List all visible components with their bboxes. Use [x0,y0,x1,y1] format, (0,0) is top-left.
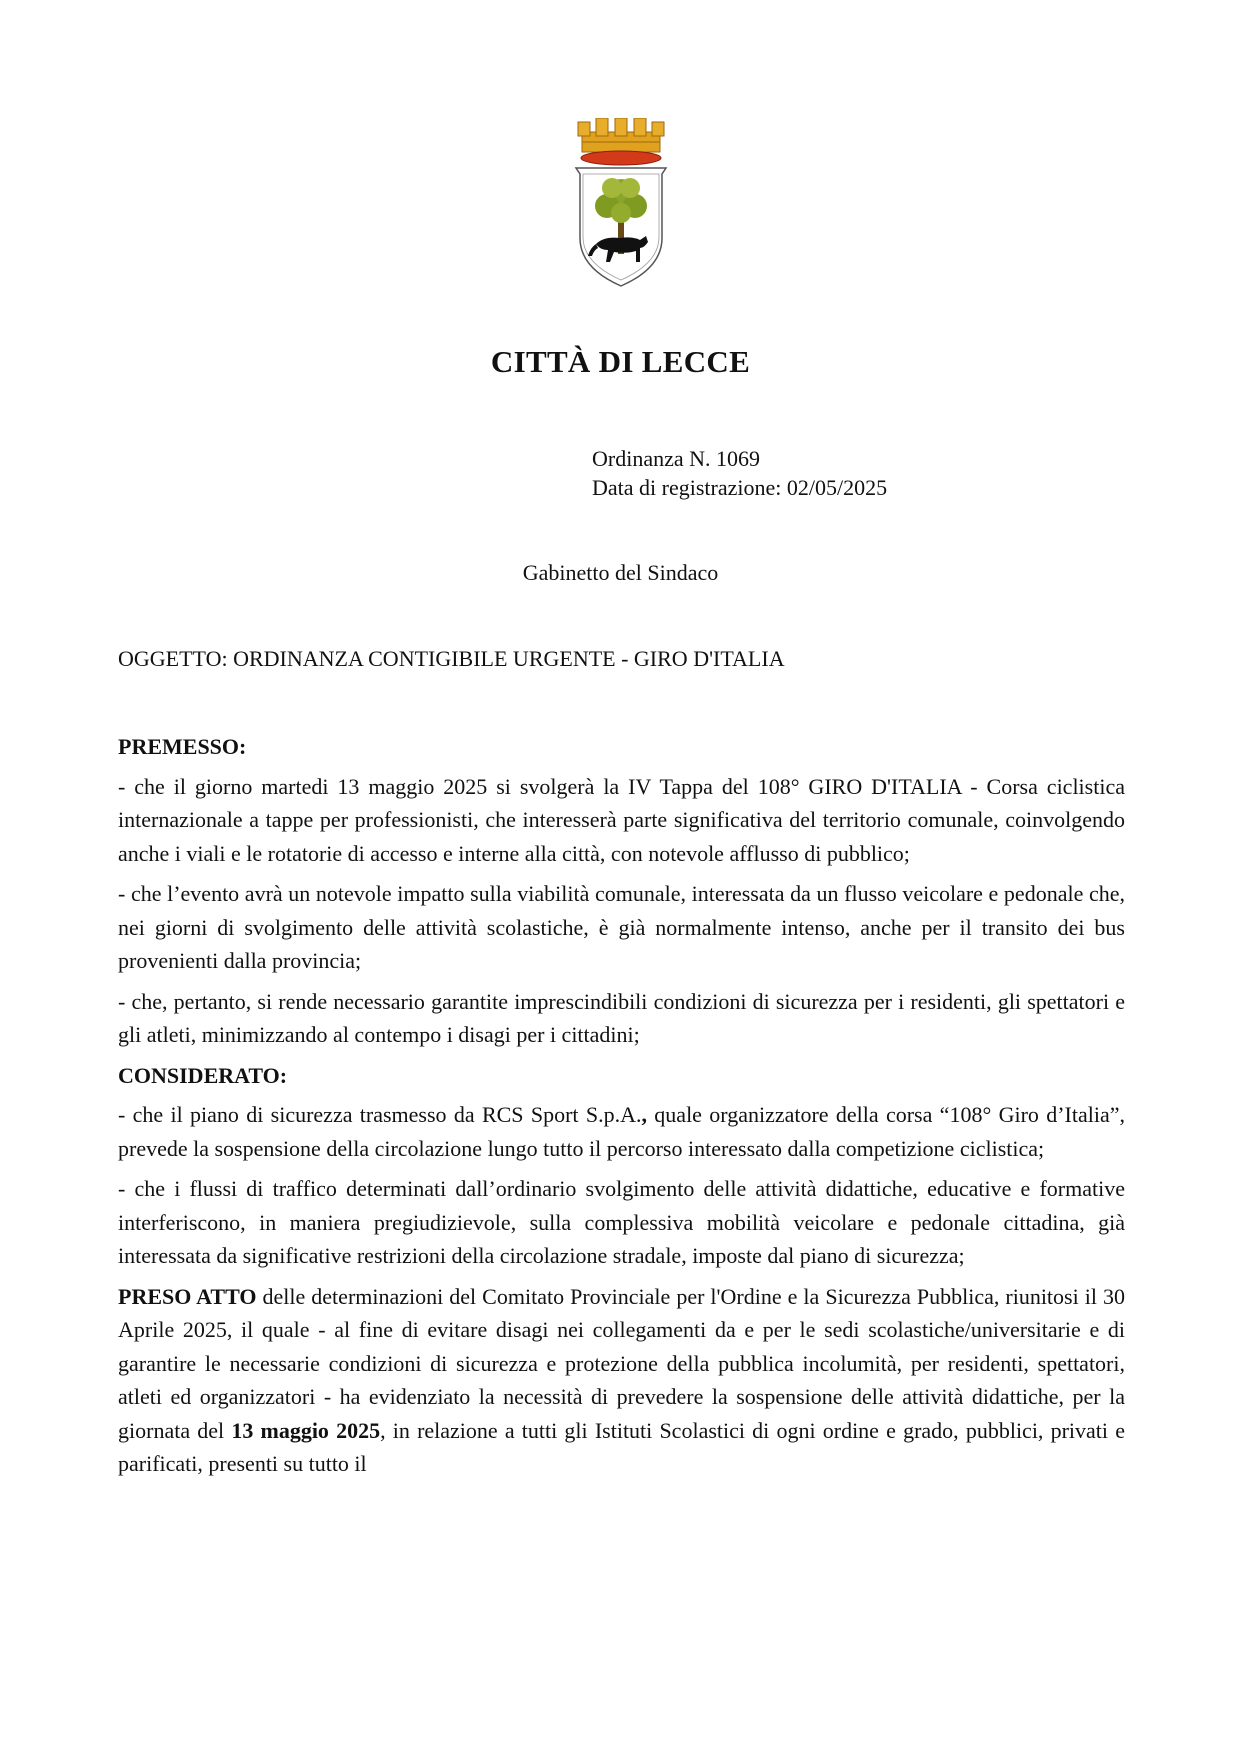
ordinance-number: Ordinanza N. 1069 [592,446,761,471]
considerato-item-1 [118,1098,1125,1165]
considerato-item-2: - che i flussi di traffico determinati dall’ordinario svolgimento delle attività didattiche, educative e formative interferiscono, in maniera pregiudizievole, sulla complessiva mobilità veicolare e pedonale cittadina, già interessata da significative restrizioni della circolazione stradale, imposte dal piano di sicurezza; [118,1176,1125,1268]
considerato-item-1-start: - che il piano di sicurezza trasmesso da RCS Sport S.p.A. [118,1102,642,1127]
city-title: CITTÀ DI LECCE [490,344,751,379]
considerato-item-1-end: quale organizzatore della corsa “108° Giro d’Italia”, prevede la sospensione della circolazione lungo tutto il percorso interessato dalla competizione ciclistica; [118,1102,1125,1161]
preso-atto-date: 13 maggio 2025 [231,1417,381,1443]
subject-line: OGGETTO: ORDINANZA CONTIGIBILE URGENTE - GIRO D'ITALIA [118,646,785,671]
registration-date: Data di registrazione: 02/05/2025 [592,475,888,500]
ordinance-info [592,444,887,502]
preso-atto-text-1: delle determinazioni del Comitato Provinciale per l'Ordine e la Sicurezza Pubblica, riunitosi il 30 Aprile 2025, il quale - al fine di evitare disagi nei collegamenti da e per le sedi scolastiche/universitarie e di garantire le necessarie condizioni di sicurezza e protezione della pubblica incolumità, per residenti, spettatori, atleti ed organizzatori - ha evidenziato la necessità di prevedere la sospensione delle attività didattiche, per la giornata del [118,1283,1125,1443]
crown-icon [578,118,664,165]
lecce-coat-of-arms-icon [570,118,672,290]
premesso-item-1: - che il giorno martedi 13 maggio 2025 si svolgerà la IV Tappa del 108° GIRO D'ITALIA - Corsa ciclistica internazionale a tappe per professionisti, che interesserà parte significativa del territorio comunale, coinvolgendo anche i viali e le rotatorie di accesso e interne alla città, con notevole afflusso di pubblico; [118,773,1125,866]
premesso-item-2: - che l’evento avrà un notevole impatto sulla viabilità comunale, interessata da un flusso veicolare e pedonale che, nei giorni di svolgimento delle attività scolastiche, è già normalmente intenso, anche per il transito dei bus provenienti dalla provincia; [118,881,1125,973]
premesso-heading: PREMESSO: [118,734,247,759]
document-body [118,730,1125,1481]
preso-atto-paragraph [118,1280,1125,1481]
premesso-item-3: - che, pertanto, si rende necessario garantite imprescindibili condizioni di sicurezza per i residenti, gli spettatori e gli atleti, minimizzando al contempo i disagi per i cittadini; [118,988,1125,1047]
issuing-office: Gabinetto del Sindaco [522,560,719,585]
considerato-heading: CONSIDERATO: [118,1062,288,1088]
considerato-item-1-comma: , [641,1102,647,1127]
preso-atto-lead: PRESO ATTO [118,1283,257,1309]
preso-atto-text-2: , in relazione a tutti gli Istituti Scolastici di ogni ordine e grado, pubblici, privati e parificati, presenti su tutto il [118,1417,1125,1476]
